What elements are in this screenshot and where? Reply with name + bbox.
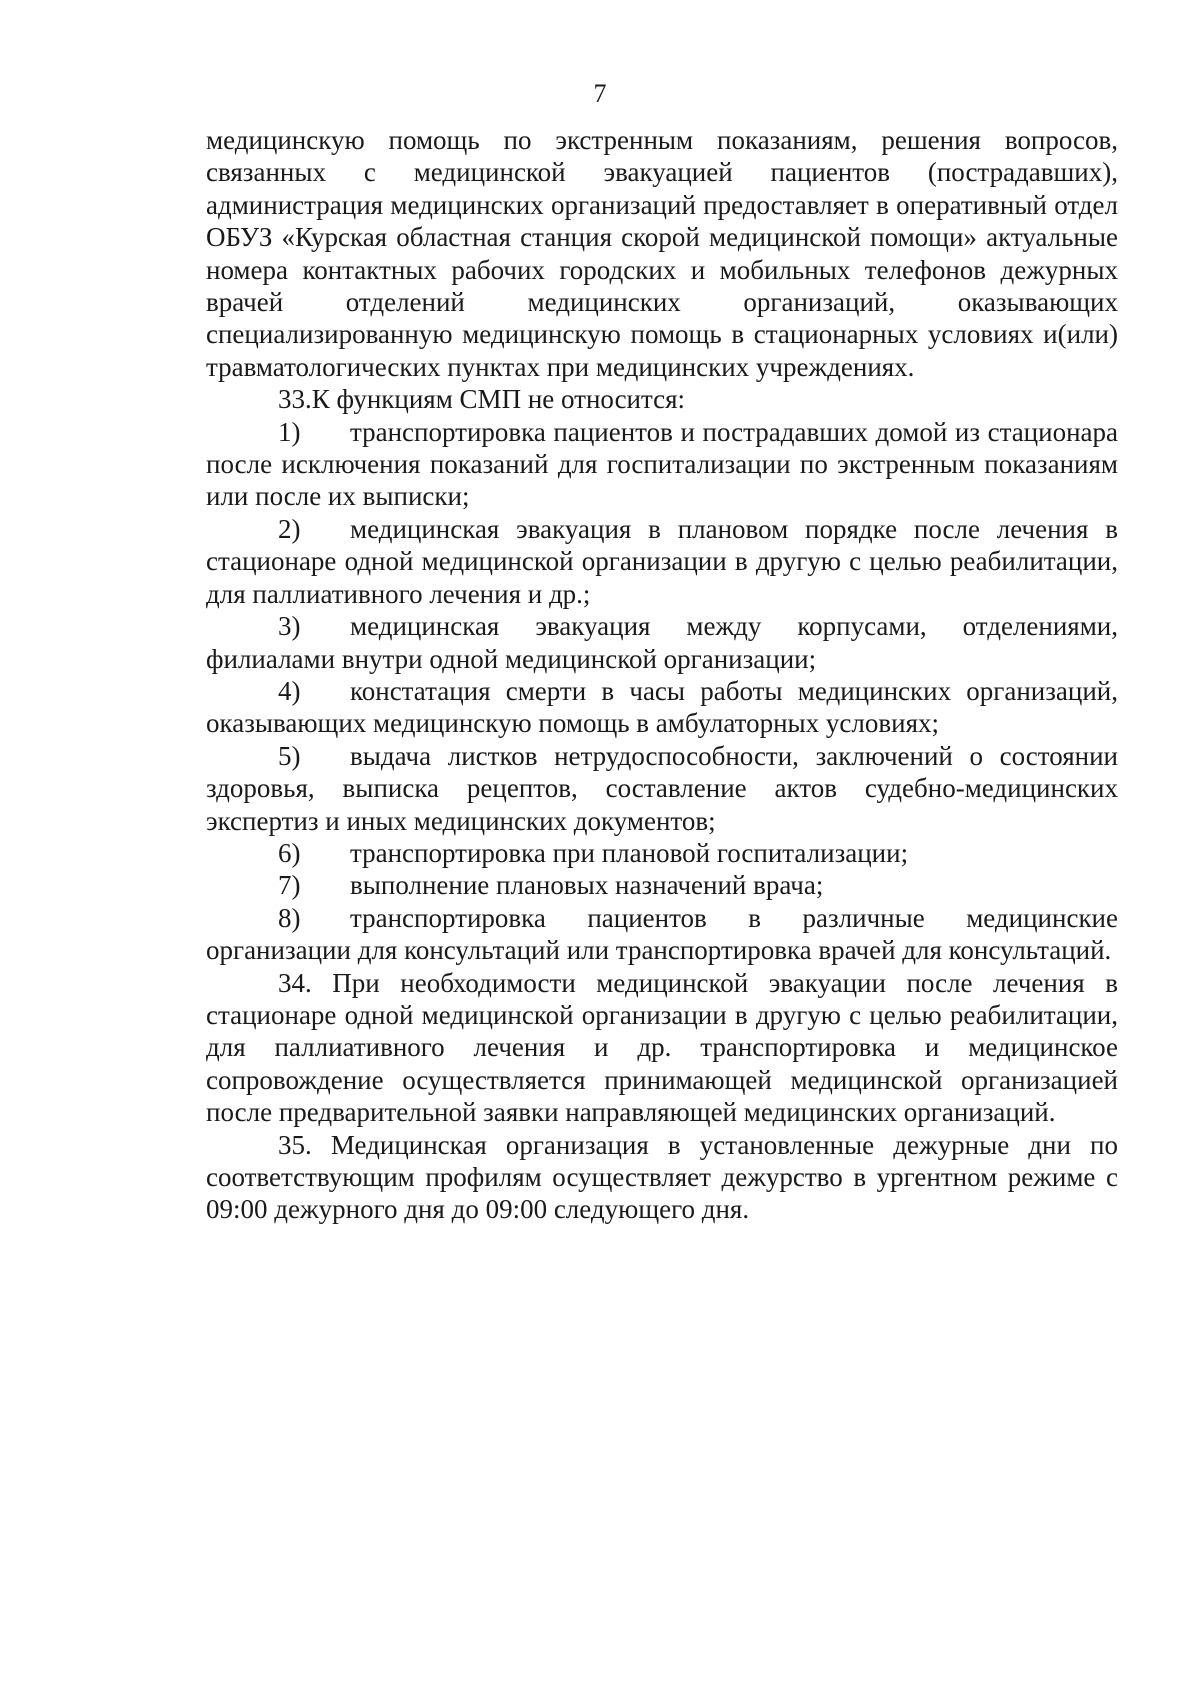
list-item-number: 1) [278,416,301,447]
list-item-number: 7) [278,870,301,901]
list-item-text: выполнение плановых назначений врача; [350,870,824,901]
list-item-text: медицинская эвакуация между корпусами, отделениями, филиалами внутри одной медицинской организации; [206,611,1118,674]
list-item-number: 4) [278,675,301,706]
list-item-text: констатация смерти в часы работы медицинских организаций, оказывающих медицинскую помощь в амбулаторных условиях; [206,675,1118,739]
list-item-text: медицинская эвакуация в плановом порядке после лечения в стационаре одной медицинской организации в другую с целью реабилитации, для паллиативного лечения и др.; [206,513,1118,609]
list-item-7 [206,869,1118,901]
list-item-number: 5) [278,740,301,771]
paragraph-34: 34. При необходимости медицинской эвакуации после лечения в стационаре одной медицинской организации в другую с целью реабилитации, для паллиативного лечения и др. транспортировка и медицинское сопровождение осуществляется принимающей медицинской организацией после предварительной заявки направляющей медицинских организаций. [206,967,1118,1128]
list-item-2 [206,513,1118,610]
list-item-text: транспортировка пациентов в различные медицинские организации для консультаций или транспортировка врачей для консультаций. [206,902,1118,966]
list-item-8 [206,902,1118,967]
list-item-6 [206,837,1118,869]
list-item-number: 8) [278,902,301,933]
list-item-4 [206,675,1118,740]
list-item-1 [206,416,1118,513]
list-item-text: выдача листков нетрудоспособности, заключений о состоянии здоровья, выписка рецептов, составление актов судебно-медицинских экспертиз и иных медицинских документов; [206,740,1118,836]
list-item-5 [206,740,1118,837]
list-item-text: транспортировка пациентов и пострадавших домой из стационара после исключения показаний для госпитализации по экстренным показаниям или после их выписки; [206,416,1118,512]
paragraph-33-heading: 33.К функциям СМП не относится: [278,384,686,415]
list-item-3 [206,610,1118,675]
list-item-number: 3) [278,611,301,642]
page-number: 7 [593,79,607,108]
list-item-number: 2) [278,513,301,544]
paragraph-35: 35. Медицинская организация в установленные дежурные дни по соответствующим профилям осуществляет дежурство в ургентном режиме с 09:00 дежурного дня до 09:00 следующего дня. [206,1129,1118,1225]
list-item-text: транспортировка при плановой госпитализации; [350,837,909,868]
list-item-number: 6) [278,837,301,868]
document-body [206,124,1118,1226]
paragraph-continuation: медицинскую помощь по экстренным показаниям, решения вопросов, связанных с медицинской эвакуацией пациентов (пострадавших), администрация медицинских организаций предоставляет в оперативный отдел ОБУЗ «Курская областная станция скорой медицинской помощи» актуальные номера контактных рабочих городских и мобильных телефонов дежурных врачей отделений медицинских организаций, оказывающих специализированную медицинскую помощь в стационарных условиях и(или) травматологических пунктах при медицинских учреждениях. [206,125,1118,382]
